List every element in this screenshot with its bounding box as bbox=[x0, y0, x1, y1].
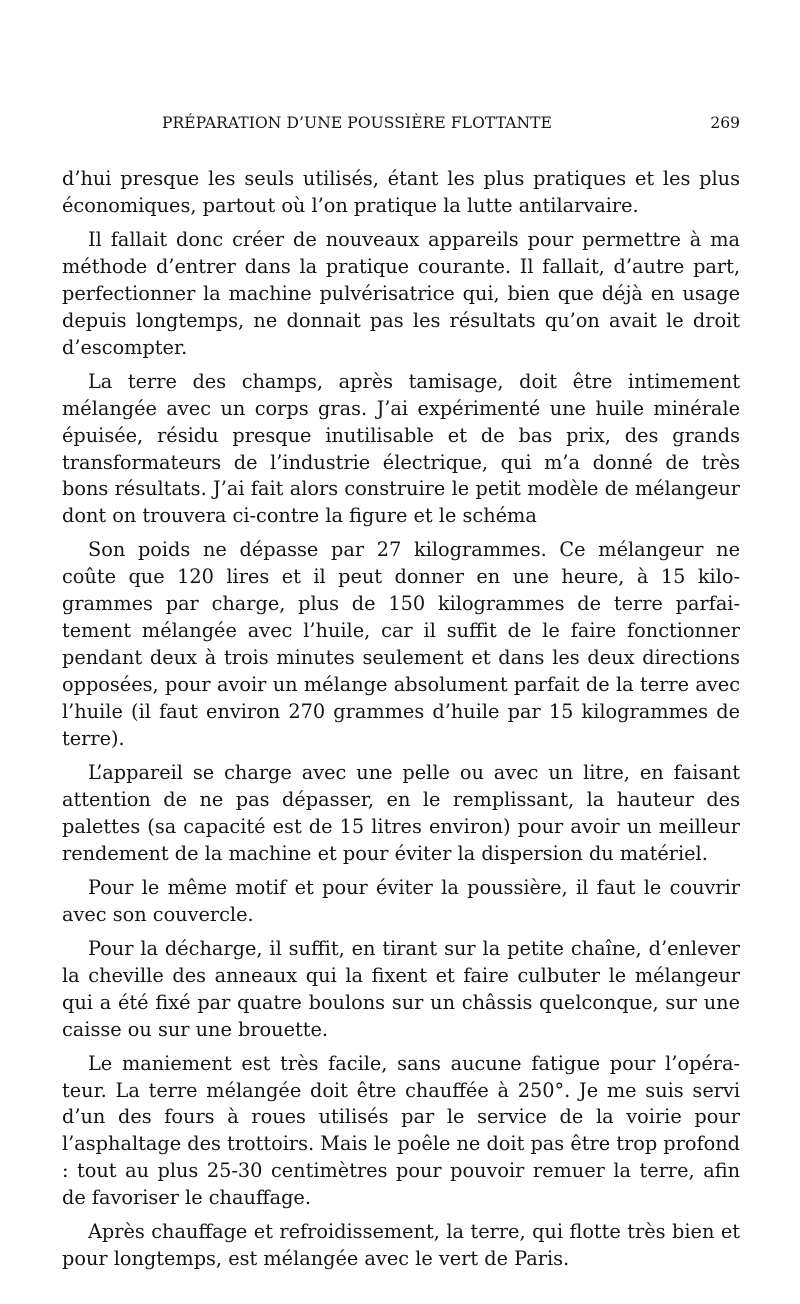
paragraph-1: d’hui presque les seuls utilisés, étant les plus pratiques et les plus économiques, partout où l’on pratique la lutte antilarvaire. bbox=[62, 167, 740, 217]
paragraph-5: L’appareil se charge avec une pelle ou avec un litre, en faisant attention de ne pas dépasser, en le remplissant, la hauteur des palettes (sa capacité est de 15 litres environ) pour avoir un meilleur rendement de la machine et pour éviter la dispersion du matériel. bbox=[62, 761, 740, 865]
page-number: 269 bbox=[710, 114, 740, 132]
body-text bbox=[62, 166, 740, 1273]
running-title: PRÉPARATION D’UNE POUSSIÈRE FLOTTANTE bbox=[162, 114, 553, 132]
paragraph-3: La terre des champs, après tamisage, doit être intimement mélangée avec un corps gras. J’ai expérimenté une huile minérale épuisée, résidu presque inutilisable et de bas prix, des grands transformateurs de l’industrie électrique, qui m’a donné de très bons résultats. J’ai fait alors construire le petit modèle de mélangeur dont on trouvera ci-contre la figure et le schéma bbox=[62, 369, 740, 528]
paragraph-7: Pour la décharge, il suffit, en tirant sur la petite chaîne, d’enlever la cheville des anneaux qui la fixent et faire culbuter le mélangeur qui a été fixé par quatre boulons sur un châssis quelconque, sur une caisse ou sur une brouette. bbox=[62, 936, 740, 1041]
paragraph-6: Pour le même motif et pour éviter la poussière, il faut le couvrir avec son couvercle. bbox=[62, 875, 740, 926]
paragraph-8: Le maniement est très facile, sans aucune fatigue pour l’opérateur. La terre mélangée doit être chauffée à 250°. Je me suis servi d’un des fours à roues utilisés par le service de la voirie pour l’asphaltage des trottoirs. Mais le poêle ne doit pas être trop profond : tout au plus 25-30 centimètres pour pouvoir remuer la terre, afin de favoriser le chauffage. bbox=[62, 1051, 740, 1210]
paragraph-2: Il fallait donc créer de nouveaux appareils pour permettre à ma méthode d’entrer dans la pratique courante. Il fallait, d’autre part, perfectionner la machine pulvérisatrice qui, bien que déjà en usage depuis longtemps, ne donnait pas les résultats qu’on avait le droit d’escompter. bbox=[62, 227, 740, 359]
paragraph-4: Son poids ne dépasse par 27 kilogrammes. Ce mélangeur ne coûte que 120 lires et il peut donner en une heure, à 15 kilogrammes par charge, plus de 150 kilogrammes de terre parfaitement mélangée avec l’huile, car il suffit de le faire fonctionner pendant deux à trois minutes seulement et dans les deux directions opposées, pour avoir un mélange absolument parfait de la terre avec l’huile (il faut environ 270 grammes d’huile par 15 kilogrammes de terre). bbox=[62, 538, 740, 751]
paragraph-9: Après chauffage et refroidissement, la terre, qui flotte très bien et pour longtemps, est mélangée avec le vert de Paris. bbox=[62, 1220, 740, 1271]
book-page bbox=[62, 104, 740, 1273]
page-header bbox=[62, 104, 740, 138]
